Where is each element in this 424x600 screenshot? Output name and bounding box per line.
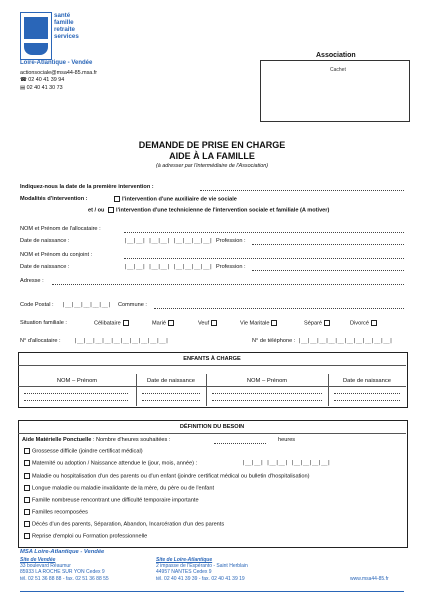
nom-conjoint-label: NOM et Prénom du conjoint : (20, 252, 93, 258)
footer-vendee-line: tél. 02 51 36 88 88 - fax. 02 51 36 88 55 (20, 575, 109, 582)
brand-tagline (54, 12, 79, 40)
besoin-checkbox[interactable] (24, 497, 30, 503)
profession-field[interactable] (252, 244, 404, 245)
situation-veuf-label: Veuf (198, 320, 210, 327)
besoin-item: Décès d'un des parents, Séparation, Abandon, Incarcération d'un des parents (32, 521, 225, 528)
enfants-col-nom: NOM – Prénom (56, 378, 98, 384)
profession-conjoint-field[interactable] (252, 270, 404, 271)
besoin-checkbox[interactable] (24, 533, 30, 539)
modalites-label: Modalités d'intervention : (20, 196, 88, 202)
nom-allocataire-label: NOM et Prénom de l'allocataire : (20, 226, 101, 232)
besoin-item: Maternité ou adoption / Naissance attendue le (jour, mois, année) : (32, 460, 198, 467)
footer-loire (156, 557, 248, 582)
num-telephone-cells[interactable]: |__|__|__|__|__|__|__|__|__|__| (298, 338, 393, 344)
footer-title: MSA Loire-Atlantique - Vendée (20, 549, 105, 555)
num-allocataire-cells[interactable]: |__|__|__|__|__|__|__|__|__|__| (74, 338, 169, 344)
besoin-item: Maladie ou hospitalisation d'un des parents ou d'un enfant (joindre certificat médical ou bulletin d'hospitalisation) (32, 473, 310, 480)
besoin-item: Grossesse difficile (joindre certificat médical) (32, 448, 143, 455)
adresse-field[interactable] (52, 284, 404, 285)
besoin-checkbox[interactable] (24, 473, 30, 479)
footer-loire-line: tél. 02 40 41 39 39 - fax. 02 40 41 39 19 (156, 575, 245, 582)
footer-divider (20, 591, 404, 592)
situation-celibataire-label: Célibataire (94, 320, 121, 327)
enfants-col-nom-2: NOM – Prénom (246, 378, 288, 384)
enfants-col-date-2: Date de naissance (342, 378, 392, 384)
profession-conjoint-label: Profession : (216, 264, 246, 270)
besoin-checkbox[interactable] (24, 448, 30, 454)
association-label: Association (316, 52, 356, 59)
enfant-row-field[interactable] (334, 400, 400, 401)
contact-email[interactable]: actionsociale@msa44-85.msa.fr (20, 70, 98, 76)
enfants-title: ENFANTS À CHARGE (183, 356, 241, 362)
besoin-checkbox[interactable] (24, 509, 30, 515)
situation-separe-checkbox[interactable] (324, 320, 330, 326)
brand-line: services (54, 33, 79, 40)
situation-separe-label: Séparé (304, 320, 323, 327)
besoin-item: Reprise d'emploi ou Formation professionnelle (32, 533, 148, 540)
besoin-title: DÉFINITION DU BESOIN (179, 424, 245, 430)
nom-conjoint-field[interactable] (124, 258, 404, 259)
enfant-row-field[interactable] (212, 400, 322, 401)
code-postal-label: Code Postal : (20, 302, 54, 308)
situation-marie-label: Marié (152, 320, 166, 327)
footer-web[interactable]: www.msa44-85.fr (350, 576, 389, 582)
contact-fax: 02 40 41 30 73 (26, 84, 63, 91)
situation-vie-maritale-label: Vie Maritale (240, 320, 270, 327)
contact-block (20, 70, 97, 92)
footer-vendee-line: 33 boulevard Réaumur (20, 563, 71, 570)
date-naissance-conjoint-label: Date de naissance : (20, 264, 70, 270)
adresse-label: Adresse : (20, 278, 44, 284)
et-ou-label: et / ou (88, 207, 105, 214)
heures-label: heures (278, 437, 296, 443)
date-naissance-cells[interactable]: |__|__| |__|__| |__|__|__|__| (124, 238, 213, 244)
brand-line: famille (54, 19, 74, 26)
logo-s-shape (24, 43, 48, 55)
enfant-row-field[interactable] (212, 393, 322, 394)
enfants-col-date: Date de naissance (146, 378, 196, 384)
situation-label: Situation familiale : (20, 320, 67, 326)
enfant-row-field[interactable] (142, 400, 200, 401)
besoin-item: Famille nombreuse rencontrant une difficulté temporaire importante (32, 497, 199, 504)
situation-divorce-checkbox[interactable] (371, 320, 377, 326)
situation-divorce-label: Divorcé (350, 320, 369, 327)
aide-label: Aide Matérielle Ponctuelle (22, 437, 92, 443)
situation-celibataire-checkbox[interactable] (123, 320, 129, 326)
brand-line: santé (54, 12, 71, 19)
option-tisf-label: l'intervention d'une technicienne de l'intervention sociale et familiale (A motiver) (116, 207, 330, 214)
enfant-row-field[interactable] (334, 393, 400, 394)
fax-icon: ▤ (20, 84, 27, 91)
phone-icon: ☎ (20, 77, 29, 84)
option-avs-label: l'intervention d'une auxiliaire de vie sociale (122, 196, 237, 203)
besoin-checkbox[interactable] (24, 485, 30, 491)
besoin-item: Longue maladie ou maladie invalidante de la mère, du père ou de l'enfant (32, 485, 215, 492)
msa-logo (20, 12, 52, 60)
first-intervention-field[interactable] (200, 190, 404, 191)
num-allocataire-label: N° d'allocataire : (20, 338, 61, 344)
logo-m-shape (24, 17, 48, 39)
situation-marie-checkbox[interactable] (168, 320, 174, 326)
enfant-row-field[interactable] (24, 400, 128, 401)
date-naissance-label: Date de naissance : (20, 238, 70, 244)
footer-loire-line: 2 impasse de l'Espéranto - Saint Herblain (156, 563, 248, 570)
form-subtitle: (à adresser par l'intermédiaire de l'Association) (155, 163, 269, 169)
situation-vie-maritale-checkbox[interactable] (271, 320, 277, 326)
brand-line: retraite (54, 26, 75, 33)
commune-label: Commune : (118, 302, 147, 308)
footer-loire-line: 44957 NANTES Cedex 9 (156, 569, 212, 576)
footer-vendee-line: 85933 LA ROCHE SUR YON Cedex 9 (20, 569, 105, 576)
num-telephone-label: N° de téléphone : (252, 338, 296, 344)
besoin-item: Familles recomposées (32, 509, 88, 516)
besoin-checkbox[interactable] (24, 460, 30, 466)
nom-allocataire-field[interactable] (124, 232, 404, 233)
date-naissance-conjoint-cells[interactable]: |__|__| |__|__| |__|__|__|__| (124, 264, 213, 270)
naissance-date-cells[interactable]: |__|__| |__|__| |__|__|__|__| (242, 460, 331, 466)
heures-field[interactable] (214, 443, 266, 444)
footer-loire-heading: Site de Loire-Atlantique (156, 557, 213, 563)
cachet-label: Cachet (330, 67, 346, 73)
code-postal-cells[interactable]: |__|__|__|__|__| (62, 302, 111, 308)
enfant-row-field[interactable] (142, 393, 200, 394)
footer-vendee (20, 557, 109, 582)
first-intervention-label: Indiquez-nous la date de la première intervention : (20, 184, 154, 190)
contact-phone: 02 40 41 39 94 (28, 77, 65, 84)
region-name: Loire-Atlantique - Vendée (20, 60, 93, 66)
form-title-2: AIDE À LA FAMILLE (169, 151, 255, 161)
profession-label: Profession : (216, 238, 246, 244)
besoin-checkbox[interactable] (24, 521, 30, 527)
footer-vendee-heading: Site de Vendée (20, 557, 56, 563)
situation-veuf-checkbox[interactable] (211, 320, 217, 326)
form-title: DEMANDE DE PRISE EN CHARGE (138, 140, 286, 150)
option-tisf-checkbox[interactable] (108, 207, 114, 213)
option-avs-checkbox[interactable] (114, 196, 120, 202)
enfant-row-field[interactable] (24, 393, 128, 394)
commune-field[interactable] (154, 308, 404, 309)
aide-text: : Nombre d'heures souhaitées : (92, 437, 171, 443)
